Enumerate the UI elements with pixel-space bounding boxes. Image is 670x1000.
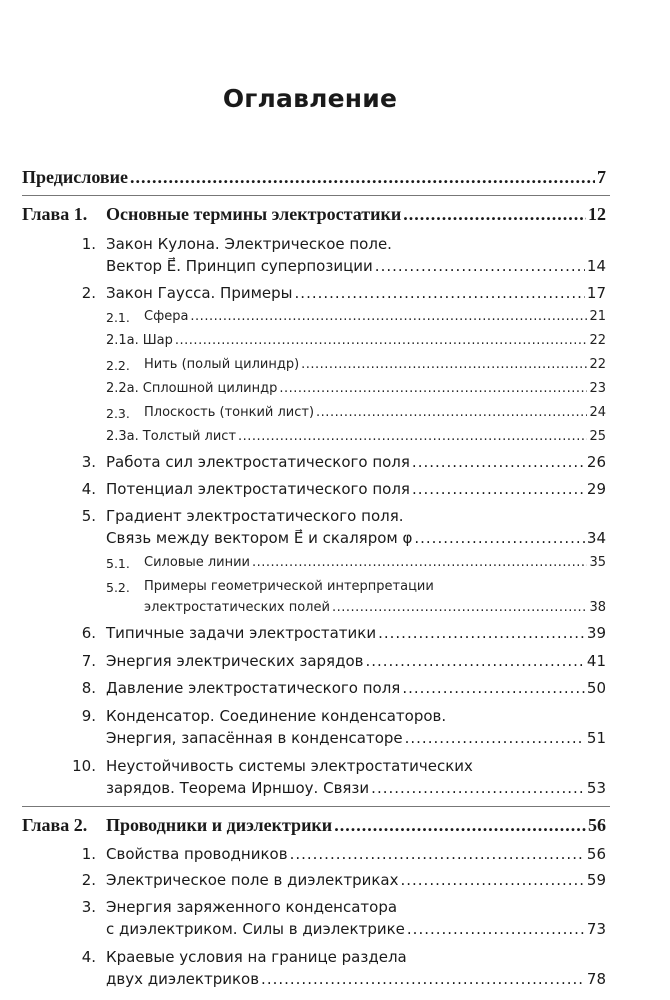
dot-leader	[175, 331, 588, 351]
page-number: 22	[589, 357, 606, 372]
dot-leader	[334, 814, 586, 836]
section-number: 1.	[81, 235, 96, 253]
dot-leader	[378, 622, 585, 644]
page-number: 59	[586, 871, 606, 889]
section-number: 6.	[81, 624, 96, 642]
dot-leader	[238, 427, 587, 447]
entry-label: Сплошной цилиндр	[142, 381, 278, 396]
toc-entry-2-2[interactable]	[144, 355, 606, 375]
entry-label: Электрическое поле в диэлектриках	[106, 871, 399, 889]
page-number: 17	[586, 284, 606, 302]
section-number: 7.	[81, 652, 96, 670]
dot-leader	[295, 282, 585, 304]
entry-label: Градиент электростатического поля.	[106, 507, 404, 525]
subsection-number: 2.1а.	[106, 333, 139, 348]
dot-leader	[365, 650, 584, 672]
page-number: 23	[589, 381, 606, 396]
entry-label: Энергия электрических зарядов	[106, 652, 364, 670]
page-number: 38	[589, 600, 606, 615]
page-number: 73	[586, 920, 606, 938]
dot-leader	[402, 677, 585, 699]
entry-label: Закон Кулона. Электрическое поле.	[106, 235, 392, 253]
section-number: 4.	[81, 948, 96, 966]
entry-label: Основные термины электростатики	[106, 204, 402, 224]
entry-label: Сфера	[144, 309, 189, 324]
dot-leader	[301, 355, 587, 375]
page-number: 24	[589, 405, 606, 420]
entry-label: Связь между вектором E⃗ и скаляром φ	[106, 529, 413, 547]
entry-label: Шар	[142, 333, 173, 348]
dot-leader	[375, 255, 585, 277]
subsection-number: 5.1.	[106, 556, 130, 571]
page-number: 35	[589, 555, 606, 570]
entry-label: Толстый лист	[142, 429, 237, 444]
entry-label: Силовые линии	[144, 555, 250, 570]
toc-entry-2-1[interactable]	[144, 307, 606, 327]
page-number: 41	[586, 652, 606, 670]
page-number: 39	[586, 624, 606, 642]
entry-label: Конденсатор. Соединение конденсаторов.	[106, 707, 447, 725]
toc-entry-1[interactable]	[106, 255, 606, 277]
entry-label: Краевые условия на границе раздела	[106, 948, 407, 966]
toc-entry-chapter2[interactable]	[106, 814, 606, 836]
subsection-number: 5.2.	[106, 580, 130, 595]
entry-label: Предисловие	[22, 167, 128, 187]
subsection-number: 2.2.	[106, 358, 130, 373]
toc-entry-2-3a[interactable]	[106, 427, 606, 447]
toc-entry-4[interactable]	[106, 478, 606, 500]
toc-entry-2[interactable]	[106, 282, 606, 304]
entry-label: двух диэлектриков	[106, 970, 260, 988]
section-number: 1.	[81, 845, 96, 863]
toc-entry-6[interactable]	[106, 622, 606, 644]
page-number: 53	[586, 779, 606, 797]
toc-entry-ch2-1[interactable]	[106, 843, 606, 865]
toc-entry-9[interactable]	[106, 727, 606, 749]
toc-entry-2-3[interactable]	[144, 403, 606, 423]
divider	[22, 195, 610, 196]
chapter-number: Глава 2.	[22, 815, 88, 835]
dot-leader	[279, 379, 587, 399]
subsection-number: 2.2а.	[106, 381, 139, 396]
toc-entry-7[interactable]	[106, 650, 606, 672]
page-number: 22	[589, 333, 606, 348]
entry-label: Потенциал электростатического поля	[106, 480, 410, 498]
entry-label: Свойства проводников	[106, 845, 288, 863]
subsection-number: 2.3.	[106, 406, 130, 421]
section-number: 3.	[81, 453, 96, 471]
entry-label: Проводники и диэлектрики	[106, 815, 333, 835]
page-number: 56	[588, 815, 606, 835]
dot-leader	[252, 553, 587, 573]
section-number: 5.	[81, 507, 96, 525]
page-number: 78	[586, 970, 606, 988]
page-number: 7	[597, 167, 606, 187]
page-number: 51	[586, 729, 606, 747]
dot-leader	[290, 843, 585, 865]
entry-label: Неустойчивость системы электростатических	[106, 757, 473, 775]
entry-label: Вектор E⃗. Принцип суперпозиции	[106, 257, 373, 275]
entry-label: Давление электростатического поля	[106, 679, 401, 697]
page-number: 50	[586, 679, 606, 697]
section-number: 2.	[81, 284, 96, 302]
toc-entry-preface[interactable]	[22, 166, 606, 188]
entry-label: Энергия заряженного конденсатора	[106, 898, 398, 916]
subsection-number: 2.1.	[106, 310, 130, 325]
subsection-number: 2.3а.	[106, 429, 139, 444]
toc-entry-10[interactable]	[106, 777, 606, 799]
toc-entry-chapter1[interactable]	[106, 203, 606, 225]
dot-leader	[332, 598, 588, 618]
chapter-number: Глава 1.	[22, 204, 88, 224]
entry-label: Энергия, запасённая в конденсаторе	[106, 729, 403, 747]
toc-entry-5-2[interactable]	[144, 598, 606, 618]
dot-leader	[403, 203, 586, 225]
dot-leader	[407, 918, 585, 940]
toc-entry-3[interactable]	[106, 451, 606, 473]
dot-leader	[316, 403, 587, 423]
toc-entry-2-2a[interactable]	[106, 379, 606, 399]
toc-entry-ch2-3[interactable]	[106, 918, 606, 940]
page-number: 26	[586, 453, 606, 471]
entry-label: Примеры геометрической интерпретации	[144, 579, 434, 594]
toc-entry-ch2-2[interactable]	[106, 869, 606, 891]
page-number: 12	[588, 204, 606, 224]
dot-leader	[190, 307, 587, 327]
dot-leader	[130, 166, 595, 188]
toc-entry-ch2-4[interactable]	[106, 968, 606, 990]
page-number: 34	[586, 529, 606, 547]
page-number: 29	[586, 480, 606, 498]
divider	[22, 806, 610, 807]
entry-label: Плоскость (тонкий лист)	[144, 405, 315, 420]
dot-leader	[405, 727, 585, 749]
dot-leader	[371, 777, 585, 799]
entry-label: электростатических полей	[144, 600, 330, 615]
toc-entry-5-1[interactable]	[144, 553, 606, 573]
page-number: 14	[586, 257, 606, 275]
toc-entry-8[interactable]	[106, 677, 606, 699]
dot-leader	[261, 968, 585, 990]
entry-label: Типичные задачи электростатики	[106, 624, 377, 642]
page-title: Оглавление	[222, 84, 398, 113]
section-number: 4.	[81, 480, 96, 498]
entry-label: Работа сил электростатического поля	[106, 453, 410, 471]
page-number: 56	[586, 845, 606, 863]
entry-label: с диэлектриком. Силы в диэлектрике	[106, 920, 405, 938]
section-number: 3.	[81, 898, 96, 916]
page-number: 21	[589, 309, 606, 324]
section-number: 8.	[81, 679, 96, 697]
entry-label: зарядов. Теорема Ирншоу. Связи	[106, 779, 370, 797]
section-number: 9.	[81, 707, 96, 725]
toc-entry-2-1a[interactable]	[106, 331, 606, 351]
dot-leader	[412, 478, 585, 500]
dot-leader	[412, 451, 585, 473]
page-number: 25	[589, 429, 606, 444]
section-number: 2.	[81, 871, 96, 889]
dot-leader	[400, 869, 584, 891]
entry-label: Нить (полый цилиндр)	[144, 357, 300, 372]
entry-label: Закон Гаусса. Примеры	[106, 284, 293, 302]
section-number: 10.	[72, 757, 96, 775]
dot-leader	[414, 527, 585, 549]
toc-entry-5[interactable]	[106, 527, 606, 549]
